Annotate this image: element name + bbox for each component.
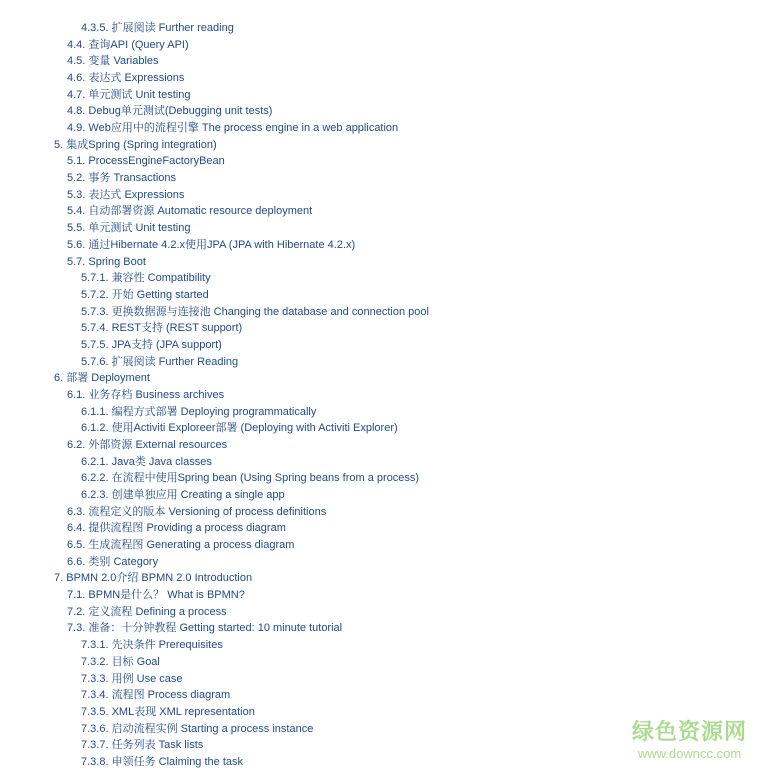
toc-link[interactable]: 5.7.6. 扩展阅读 Further Reading bbox=[81, 355, 239, 368]
toc-link[interactable]: 6.2. 外部资源 External resources bbox=[67, 439, 228, 451]
toc-link[interactable]: 6.2.1. Java类 Java classes bbox=[81, 455, 212, 468]
watermark-name: 绿色资源网 bbox=[632, 720, 748, 745]
toc-link[interactable]: 7.3.7. 任务列表 Task lists bbox=[81, 739, 204, 752]
toc-link[interactable]: 4.7. 单元测试 Unit testing bbox=[67, 88, 191, 101]
toc-link[interactable]: 7.3.3. 用例 Use case bbox=[81, 672, 183, 685]
toc-link[interactable]: 5.3. 表达式 Expressions bbox=[67, 188, 185, 201]
toc-link[interactable]: 5.5. 单元测试 Unit testing bbox=[67, 222, 191, 235]
toc-link[interactable]: 6.1.2. 使用Activiti Exploreer部署 (Deploying with Activiti Explorer) bbox=[81, 422, 398, 435]
toc-link[interactable]: 6.1. 业务存档 Business archives bbox=[67, 388, 225, 401]
toc-link[interactable]: 5.2. 事务 Transactions bbox=[67, 172, 177, 185]
toc-link[interactable]: 5.6. 通过Hibernate 4.2.x使用JPA (JPA with Hibernate 4.2.x) bbox=[67, 238, 356, 251]
toc-link[interactable]: 7.2. 定义流程 Defining a process bbox=[67, 605, 227, 618]
toc-link[interactable]: 4.4. 查询API (Query API) bbox=[67, 38, 189, 51]
toc-link[interactable]: 6.3. 流程定义的版本 Versioning of process definitions bbox=[67, 505, 327, 518]
toc-link[interactable]: 5.7.1. 兼容性 Compatibility bbox=[81, 272, 211, 285]
toc-link[interactable]: 5.7.4. REST支持 (REST support) bbox=[81, 322, 243, 335]
toc-link[interactable]: 7.3.1. 先决条件 Prerequisites bbox=[81, 639, 223, 652]
toc-link[interactable]: 5.1. ProcessEngineFactoryBean bbox=[67, 155, 225, 168]
toc-link[interactable]: 5.7.3. 更换数据源与连接池 Changing the database and connection pool bbox=[81, 305, 429, 318]
toc-link[interactable]: 4.5. 变量 Variables bbox=[67, 55, 159, 68]
toc-link[interactable]: 6.2.3. 创建单独应用 Creating a single app bbox=[81, 489, 285, 502]
toc-link[interactable]: 7.3. 准备：十分钟教程 Getting started: 10 minute tutorial bbox=[67, 622, 343, 635]
toc-link[interactable]: 7.3.8. 申领任务 Claiming the task bbox=[81, 755, 244, 768]
toc-link[interactable]: 7.3.2. 目标 Goal bbox=[81, 655, 160, 668]
toc-link[interactable]: 6.6. 类别 Category bbox=[67, 555, 159, 568]
toc-link[interactable]: 5. 集成Spring (Spring integration) bbox=[54, 138, 217, 151]
toc-link[interactable]: 7. BPMN 2.0介绍 BPMN 2.0 Introduction bbox=[54, 572, 253, 585]
toc-link[interactable]: 5.7.2. 开始 Getting started bbox=[81, 288, 209, 301]
toc-link[interactable]: 6.4. 提供流程图 Providing a process diagram bbox=[67, 522, 286, 535]
toc-link[interactable]: 4.9. Web应用中的流程引擎 The process engine in a web application bbox=[67, 122, 399, 135]
watermark-url: www.downcc.com bbox=[637, 746, 742, 761]
toc-link[interactable]: 6.2.2. 在流程中使用Spring bean (Using Spring beans from a process) bbox=[81, 472, 420, 485]
toc-link[interactable]: 7.3.6. 启动流程实例 Starting a process instance bbox=[81, 722, 314, 735]
toc-link[interactable]: 7.3.5. XML表现 XML representation bbox=[81, 705, 255, 718]
toc-link[interactable]: 4.8. Debug单元测试(Debugging unit tests) bbox=[67, 105, 273, 118]
toc-link[interactable]: 4.3.5. 扩展阅读 Further reading bbox=[81, 22, 234, 34]
toc-link[interactable]: 6.5. 生成流程图 Generating a process diagram bbox=[67, 539, 295, 552]
toc-link[interactable]: 6. 部署 Deployment bbox=[54, 372, 150, 385]
toc-link[interactable]: 5.4. 自动部署资源 Automatic resource deployment bbox=[67, 205, 313, 218]
toc-link[interactable]: 6.1.1. 编程方式部署 Deploying programmatically bbox=[81, 405, 317, 418]
toc-link[interactable]: 4.6. 表达式 Expressions bbox=[67, 72, 185, 85]
toc-link[interactable]: 5.7.5. JPA支持 (JPA support) bbox=[81, 338, 222, 351]
toc-link[interactable]: 7.3.4. 流程图 Process diagram bbox=[81, 689, 231, 702]
toc-link[interactable]: 7.1. BPMN是什么？ What is BPMN? bbox=[67, 589, 245, 602]
toc-link[interactable]: 5.7. Spring Boot bbox=[67, 255, 146, 268]
watermark-logo bbox=[632, 720, 747, 762]
